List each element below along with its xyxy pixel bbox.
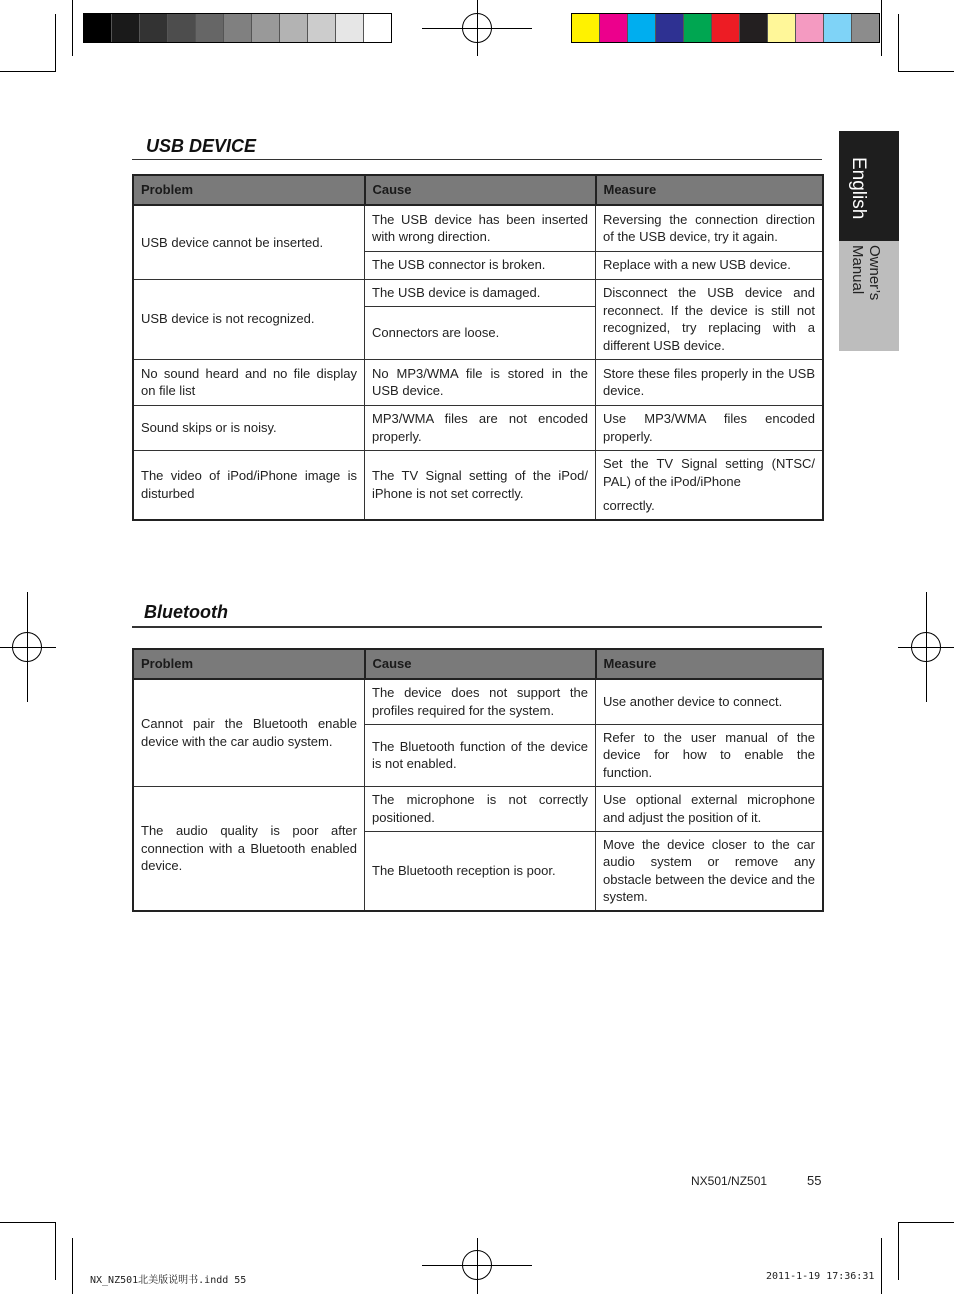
crop-mark <box>898 1222 954 1223</box>
measure-cell: Move the device closer to the car audio system or remove any obstacle between the device and the system. <box>596 831 824 911</box>
process-color-bar <box>571 13 880 43</box>
cause-cell: The TV Signal setting of the iPod/ iPhone is not set correctly. <box>365 450 596 520</box>
slug-filename: NX_NZ501北美版说明书.indd 55 <box>90 1275 247 1286</box>
language-tab <box>839 131 899 241</box>
color-swatch <box>823 14 851 42</box>
color-swatch <box>223 14 251 42</box>
table-row <box>133 679 823 724</box>
header-problem: Problem <box>133 649 365 679</box>
cause-cell: The microphone is not correctly positioned. <box>365 786 596 831</box>
bluetooth-troubleshooting-table <box>132 648 824 912</box>
color-swatch <box>795 14 823 42</box>
crop-mark <box>0 1222 56 1223</box>
problem-cell: USB device cannot be inserted. <box>133 205 365 279</box>
cause-cell: The USB device is damaged. <box>365 279 596 306</box>
usb-section-title: USB DEVICE <box>146 136 257 156</box>
bluetooth-section-rule <box>132 626 822 628</box>
measure-cell: Refer to the user manual of the device for how to enable the function. <box>596 724 824 786</box>
table-row <box>133 405 823 450</box>
cause-cell: The USB device has been inserted with wrong direction. <box>365 205 596 251</box>
color-swatch <box>767 14 795 42</box>
table-row <box>133 359 823 405</box>
header-problem: Problem <box>133 175 365 205</box>
measure-cell: Store these files properly in the USB device. <box>596 359 824 405</box>
language-label: English <box>848 157 869 220</box>
problem-cell: The audio quality is poor after connection with a Bluetooth enabled device. <box>133 786 365 911</box>
table-row <box>133 450 823 520</box>
color-swatch <box>655 14 683 42</box>
color-swatch <box>683 14 711 42</box>
measure-cell: Replace with a new USB device. <box>596 251 824 279</box>
header-cause: Cause <box>365 649 596 679</box>
header-cause: Cause <box>365 175 596 205</box>
color-swatch <box>139 14 167 42</box>
measure-text-line: correctly. <box>603 498 655 513</box>
manual-label: Owner’s Manual <box>849 245 883 301</box>
manual-tab <box>839 241 899 351</box>
crop-mark <box>55 1222 56 1280</box>
model-number: NX501/NZ501 <box>691 1174 768 1188</box>
color-swatch <box>251 14 279 42</box>
cause-cell: Connectors are loose. <box>365 306 596 359</box>
cause-cell: The Bluetooth function of the device is not enabled. <box>365 724 596 786</box>
table-row <box>133 786 823 831</box>
color-swatch <box>195 14 223 42</box>
table-row <box>133 205 823 251</box>
header-measure: Measure <box>596 175 824 205</box>
problem-cell: No sound heard and no file display on file list <box>133 359 365 405</box>
measure-cell: Use another device to connect. <box>596 679 824 724</box>
measure-cell: Reversing the connection direction of the USB device, try it again. <box>596 205 824 251</box>
bluetooth-section-title: Bluetooth <box>144 602 228 622</box>
measure-text-line: Set the TV Signal setting (NTSC/ PAL) of the iPod/iPhone <box>603 456 815 489</box>
color-swatch <box>84 14 111 42</box>
problem-cell: Sound skips or is noisy. <box>133 405 365 450</box>
color-swatch <box>279 14 307 42</box>
measure-cell: Disconnect the USB device and reconnect. If the device is still not recognized, try replacing with a different USB device. <box>596 279 824 359</box>
color-swatch <box>599 14 627 42</box>
crop-mark <box>0 71 56 72</box>
cause-cell: The Bluetooth reception is poor. <box>365 831 596 911</box>
cause-cell: No MP3/WMA file is stored in the USB device. <box>365 359 596 405</box>
color-swatch <box>167 14 195 42</box>
color-swatch <box>111 14 139 42</box>
color-swatch <box>627 14 655 42</box>
color-swatch <box>335 14 363 42</box>
crop-mark <box>881 1238 882 1294</box>
usb-troubleshooting-table <box>132 174 824 521</box>
page-number: 55 <box>807 1173 822 1188</box>
measure-cell: Use MP3/WMA files encoded properly. <box>596 405 824 450</box>
cause-cell: The device does not support the profiles required for the system. <box>365 679 596 724</box>
measure-cell <box>596 450 824 520</box>
header-measure: Measure <box>596 649 824 679</box>
table-header-row <box>133 649 823 679</box>
cause-cell: The USB connector is broken. <box>365 251 596 279</box>
crop-mark <box>898 14 899 71</box>
color-swatch <box>711 14 739 42</box>
crop-mark <box>898 1222 899 1280</box>
color-swatch <box>307 14 335 42</box>
cause-cell: MP3/WMA files are not encoded properly. <box>365 405 596 450</box>
crop-mark <box>55 14 56 71</box>
measure-cell: Use optional external microphone and adjust the position of it. <box>596 786 824 831</box>
table-header-row <box>133 175 823 205</box>
problem-cell: Cannot pair the Bluetooth enable device with the car audio system. <box>133 679 365 786</box>
crop-mark <box>72 0 73 56</box>
crop-mark <box>898 71 954 72</box>
table-row <box>133 279 823 306</box>
problem-cell: USB device is not recognized. <box>133 279 365 359</box>
color-swatch <box>739 14 767 42</box>
slug-timestamp: 2011-1-19 17:36:31 <box>766 1271 875 1282</box>
problem-cell: The video of iPod/iPhone image is disturbed <box>133 450 365 520</box>
crop-mark <box>72 1238 73 1294</box>
grayscale-color-bar <box>83 13 392 43</box>
color-swatch <box>572 14 599 42</box>
crop-mark <box>881 0 882 56</box>
usb-section-rule <box>132 159 822 160</box>
color-swatch <box>851 14 879 42</box>
color-swatch <box>363 14 391 42</box>
